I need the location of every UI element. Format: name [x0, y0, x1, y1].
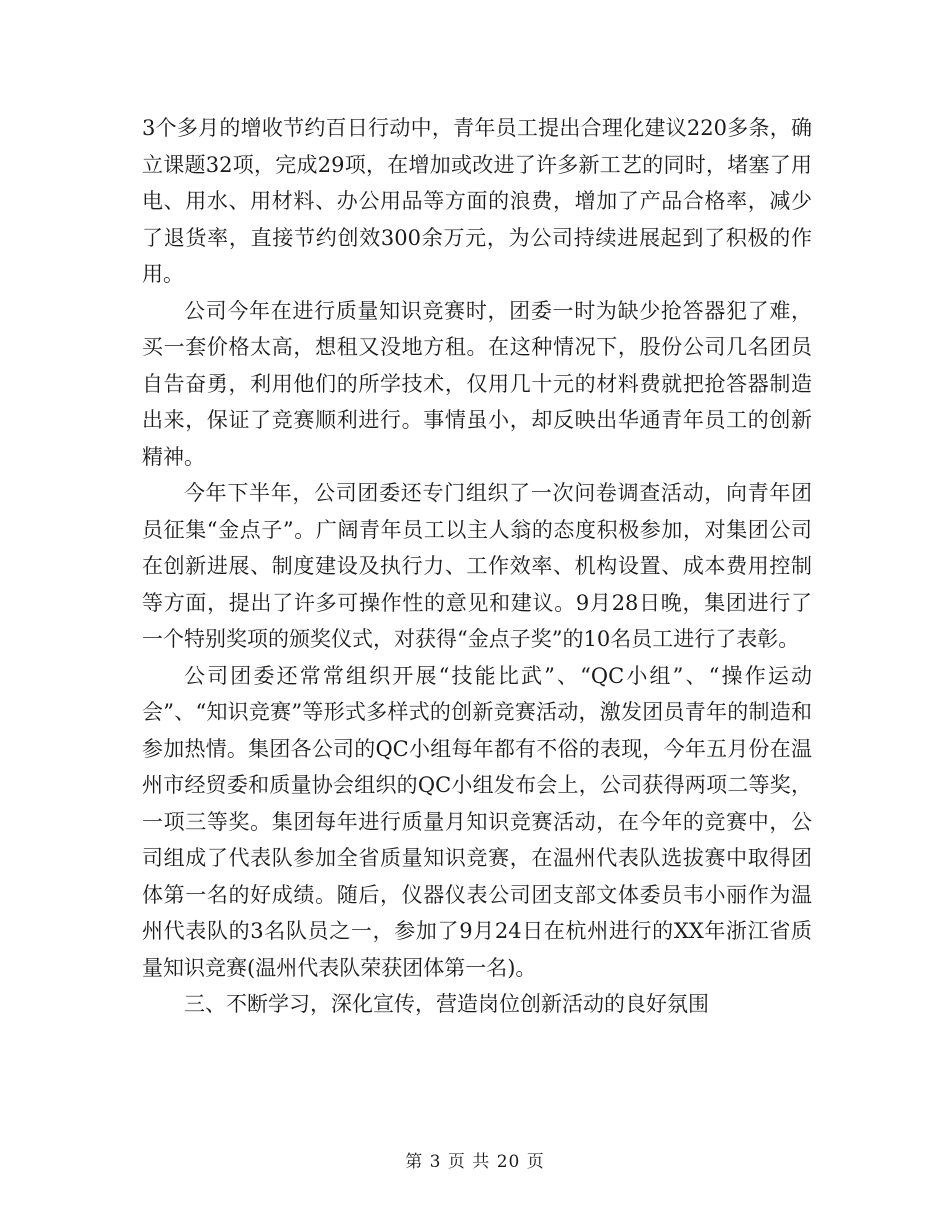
section-heading-3: 三、不断学习，深化宣传，营造岗位创新活动的良好氛围	[184, 992, 709, 1016]
page-number-footer: 第 3 页 共 20 页	[405, 1152, 545, 1172]
body-paragraph-2: 公司今年在进行质量知识竞赛时，团委一时为缺少抢答器犯了难，买一套价格太高，想租又没地方租。在这种情况下，股份公司几名团员自告奋勇，利用他们的所学技术，仅用几十元的材料费就把抢答器制造出来，保证了竞赛顺利进行。事情虽小，却反映出华通青年员工的创新精神。	[142, 298, 812, 469]
body-paragraph-1: 3个多月的增收节约百日行动中，青年员工提出合理化建议220多条，确立课题32项，完成29项，在增加或改进了许多新工艺的同时，堵塞了用电、用水、用材料、办公用品等方面的浪费，增加了产品合格率，减少了退货率，直接节约创效300余万元，为公司持续进展起到了积极的作用。	[142, 116, 812, 286]
body-paragraph-3: 今年下半年，公司团委还专门组织了一次问卷调查活动，向青年团员征集“金点子”。广阔青年员工以主人翁的态度积极参加，对集团公司在创新进展、制度建设及执行力、工作效率、机构设置、成本费用控制等方面，提出了许多可操作性的意见和建议。9月28日晚，集团进行了一个特别奖项的颁奖仪式，对获得“金点子奖”的10名员工进行了表彰。	[142, 481, 812, 651]
body-paragraph-4: 公司团委还常常组织开展“技能比武”、“QC小组”、“操作运动会”、“知识竞赛”等形式多样式的创新竞赛活动，激发团员青年的制造和参加热情。集团各公司的QC小组每年都有不俗的表现，今年五月份在温州市经贸委和质量协会组织的QC小组发布会上，公司获得两项二等奖，一项三等奖。集团每年进行质量月知识竞赛活动，在今年的竞赛中，公司组成了代表队参加全省质量知识竞赛，在温州代表队选拔赛中取得团体第一名的好成绩。随后，仪器仪表公司团支部文体委员韦小丽作为温州代表队的3名队员之一，参加了9月24日在杭州进行的XX年浙江省质量知识竞赛(温州代表队荣获团体第一名)。	[142, 663, 812, 980]
document-body	[142, 110, 812, 1023]
